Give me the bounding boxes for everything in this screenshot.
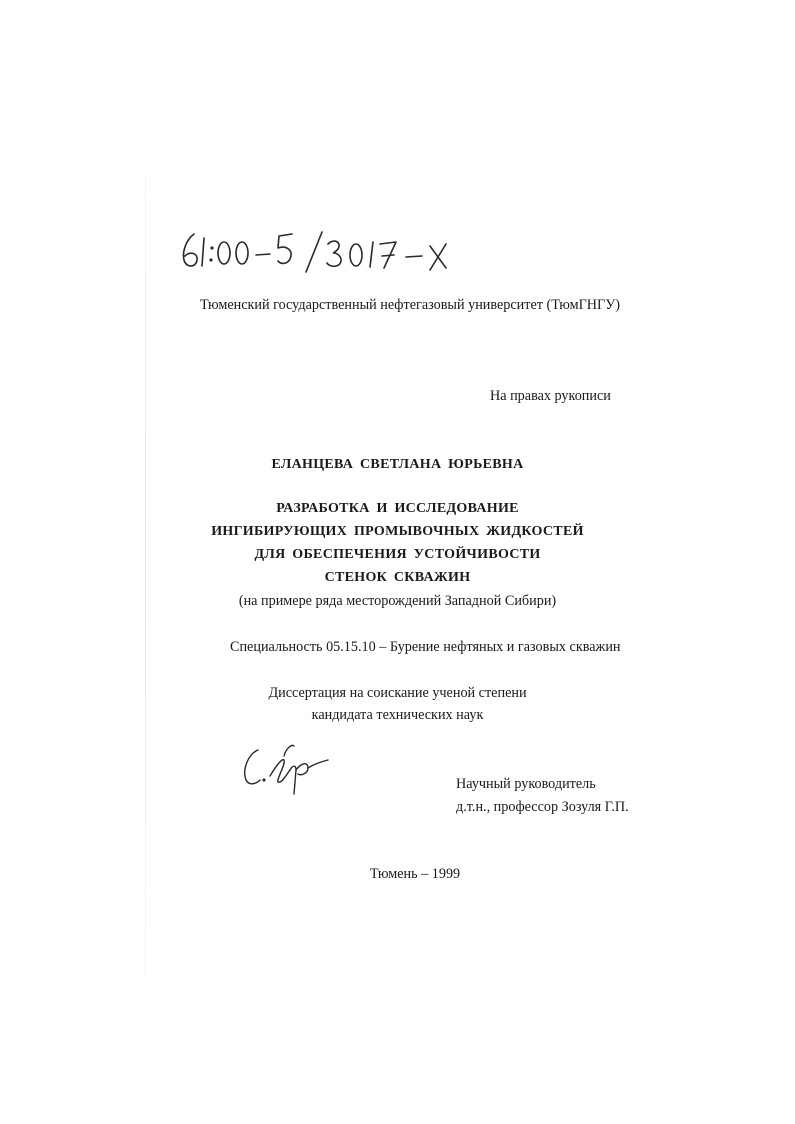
- handwritten-code-drawing: [178, 226, 478, 276]
- thesis-title-line-3: ДЛЯ ОБЕСПЕЧЕНИЯ УСТОЙЧИВОСТИ: [254, 547, 541, 562]
- author-name: ЕЛАНЦЕВА СВЕТЛАНА ЮРЬЕВНА: [271, 457, 524, 472]
- thesis-subtitle: (на примере ряда месторождений Западной Сибири): [238, 593, 557, 609]
- city-year: Тюмень – 1999: [369, 866, 461, 882]
- thesis-title-line-4: СТЕНОК СКВАЖИН: [324, 570, 471, 585]
- signature-drawing: [236, 736, 336, 800]
- supervisor-label: Научный руководитель: [456, 776, 596, 792]
- thesis-title-line-1: РАЗРАБОТКА И ИССЛЕДОВАНИЕ: [276, 501, 519, 516]
- degree-line-2: кандидата технических наук: [311, 707, 484, 723]
- thesis-title-line-2: ИНГИБИРУЮЩИХ ПРОМЫВОЧНЫХ ЖИДКОСТЕЙ: [211, 524, 584, 539]
- supervisor-name: д.т.н., профессор Зозуля Г.П.: [456, 799, 629, 815]
- rights-note: На правах рукописи: [490, 388, 611, 404]
- author-signature: [236, 736, 336, 800]
- speciality: Специальность 05.15.10 – Бурение нефтяных и газовых скважин: [230, 639, 621, 655]
- handwritten-archive-code: [178, 226, 478, 276]
- degree-line-1: Диссертация на соискание ученой степени: [268, 685, 527, 701]
- university-name: Тюменский государственный нефтегазовый университет (ТюмГНГУ): [199, 297, 621, 313]
